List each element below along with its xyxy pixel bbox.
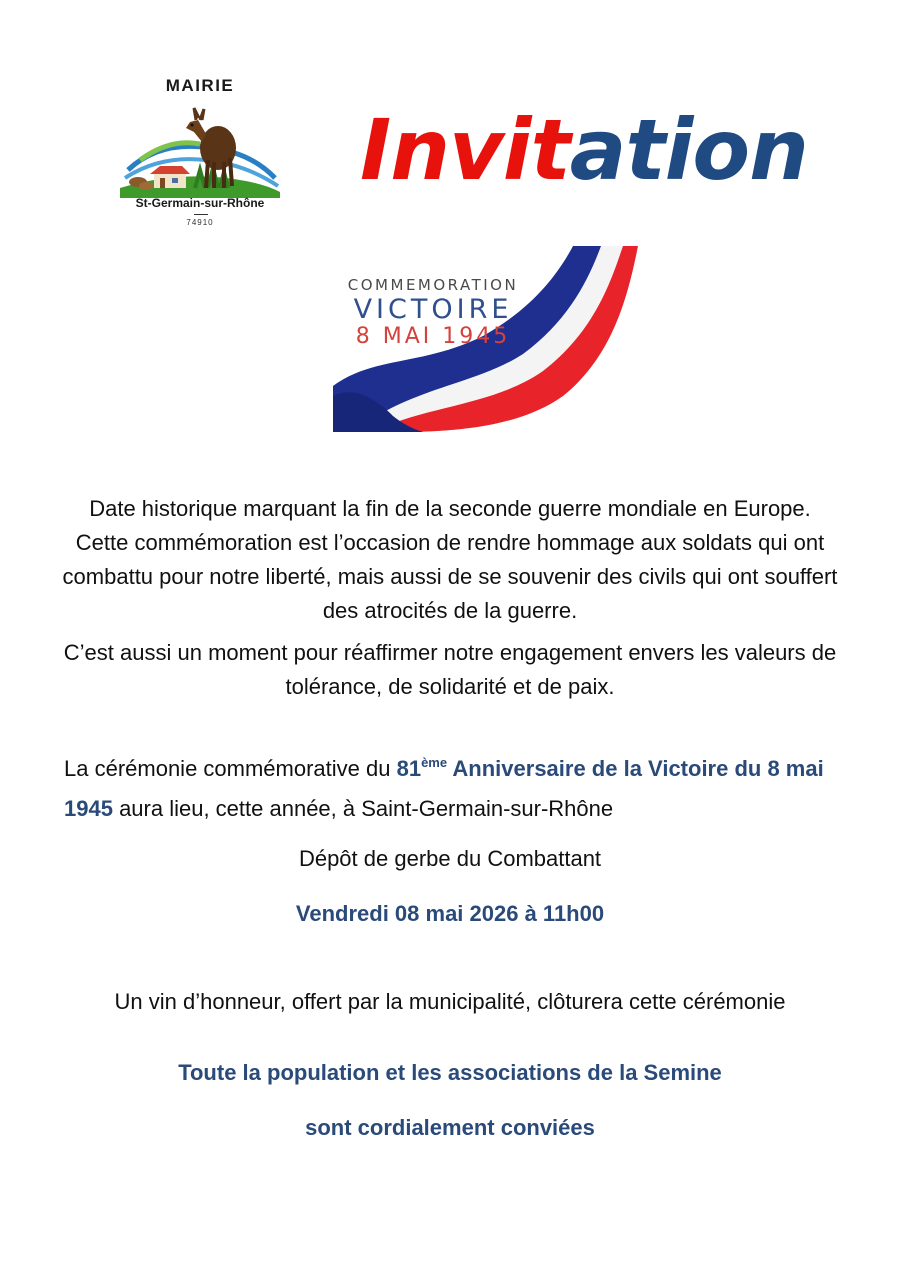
- ceremony-prefix: La cérémonie commémorative du: [64, 756, 397, 781]
- reception-line: Un vin d’honneur, offert par la municipalité, clôturera cette cérémonie: [114, 989, 786, 1014]
- banner-commemoration-text: COMMEMORATION: [347, 276, 519, 294]
- wreath-laying-line: Dépôt de gerbe du Combattant: [298, 846, 602, 871]
- logo-postcode: 74910: [186, 218, 214, 227]
- invitation-title: [360, 100, 820, 200]
- commemoration-banner: [333, 246, 638, 432]
- deer-landscape-illustration: [120, 100, 280, 198]
- values-paragraph: C’est aussi un moment pour réaffirmer notre engagement envers les valeurs de tolérance, de solidarité et de paix.: [63, 640, 837, 699]
- ceremony-suffix: aura lieu, cette année, à Saint-Germain-sur-Rhône: [112, 796, 614, 821]
- logo-town-name: St-Germain-sur-Rhône: [135, 196, 265, 210]
- logo-divider: [194, 214, 208, 215]
- audience-line: Toute la population et les associations de la Semine: [178, 1060, 722, 1085]
- ceremony-number: 81: [396, 756, 422, 781]
- event-date: Vendredi 08 mai 2026 à 11h00: [295, 901, 605, 926]
- ceremony-announcement: [64, 749, 864, 829]
- ceremony-event: Anniversaire de la Victoire du 8 mai 1945: [64, 756, 824, 821]
- title-red-part: Invit: [360, 101, 570, 199]
- mairie-logo: [110, 72, 290, 237]
- banner-victoire-text: VICTOIRE: [353, 294, 513, 325]
- invited-line: sont cordialement conviées: [305, 1115, 595, 1140]
- history-paragraph: Date historique marquant la fin de la seconde guerre mondiale en Europe. Cette commémoration est l’occasion de rendre hommage aux soldats qui ont combattu pour notre liberté, mais aussi de se souvenir des civils qui ont souffert des atrocités de la guerre.: [62, 496, 838, 623]
- ceremony-ordinal: ème: [421, 755, 448, 770]
- logo-mairie-text: MAIRIE: [165, 76, 235, 95]
- banner-date-text: 8 MAI 1945: [355, 324, 511, 349]
- title-blue-part: ation: [569, 101, 808, 199]
